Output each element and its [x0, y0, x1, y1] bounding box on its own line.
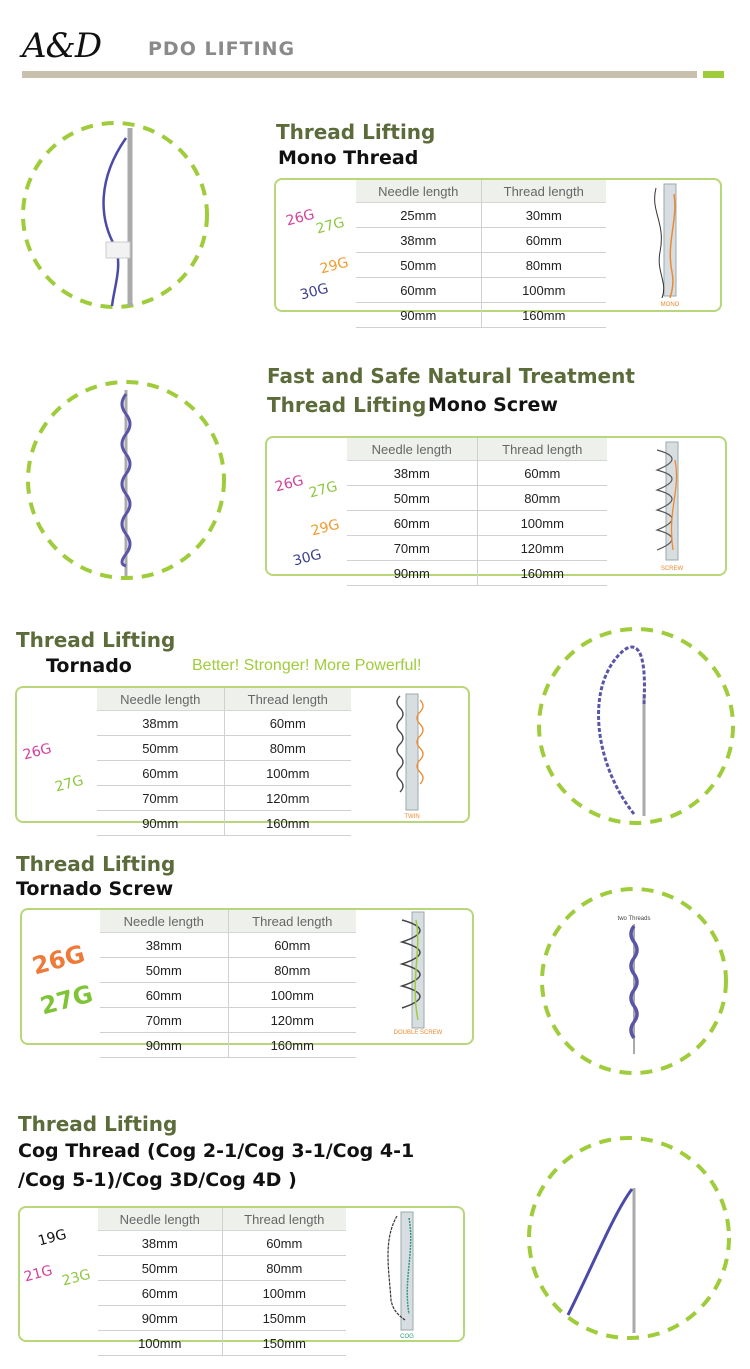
screw-diagram — [647, 440, 697, 574]
section1-subtitle: Mono Thread — [278, 147, 419, 169]
thread-header: Thread length — [481, 180, 606, 203]
table-row: 38mm 60mm — [347, 461, 607, 486]
section4-subtitle: Tornado Screw — [16, 878, 174, 900]
gauge-23g: 23G — [60, 1266, 93, 1290]
table-row: 60mm 100mm — [97, 761, 351, 786]
table-row: 60mm 100mm — [100, 983, 356, 1008]
needle-header: Needle length — [97, 688, 224, 711]
header-accent-bar — [703, 71, 724, 78]
tornado-photo — [534, 624, 738, 828]
table-row: 25mm 30mm — [356, 203, 606, 228]
table-row: 100mm 150mm — [98, 1331, 346, 1356]
table-row: 50mm 80mm — [100, 958, 356, 983]
gauge-30g: 30G — [298, 280, 331, 304]
section5-table-card — [18, 1206, 465, 1351]
gauge-19g: 19G — [36, 1226, 69, 1250]
section3-tagline: Better! Stronger! More Powerful! — [192, 657, 422, 674]
mono-diagram — [646, 182, 694, 310]
section2-subtitle-prefix: Thread Lifting — [267, 393, 427, 417]
table-row: 60mm 100mm — [356, 278, 606, 303]
gauge-27g: 27G — [37, 979, 96, 1021]
cog-thread-photo — [524, 1133, 734, 1343]
table-row: 90mm 150mm — [98, 1306, 346, 1331]
section5-subtitle: Cog Thread (Cog 2-1/Cog 3-1/Cog 4-1 — [18, 1140, 415, 1162]
needle-header: Needle length — [356, 180, 481, 203]
needle-header: Needle length — [347, 438, 477, 461]
section5-title: Thread Lifting — [18, 1112, 178, 1136]
table-row: 70mm 120mm — [97, 786, 351, 811]
gauge-26g: 26G — [29, 939, 88, 981]
section5-table — [98, 1208, 346, 1356]
svg-text:TWIN: TWIN — [404, 814, 420, 820]
gauge-27g: 27G — [314, 214, 347, 238]
table-row: 38mm 60mm — [98, 1231, 346, 1256]
thread-header: Thread length — [222, 1208, 346, 1231]
section4-table-card — [20, 908, 474, 1053]
table-row: 90mm 160mm — [356, 303, 606, 328]
table-row: 50mm 80mm — [356, 253, 606, 278]
section3-title: Thread Lifting — [16, 628, 176, 652]
mono-thread-photo — [18, 118, 213, 313]
section2-title: Fast and Safe Natural Treatment — [267, 364, 635, 388]
gauge-27g: 27G — [53, 772, 86, 796]
table-row: 38mm 60mm — [97, 711, 351, 736]
gauge-21g: 21G — [22, 1262, 55, 1286]
brand-name: PDO LIFTING — [148, 38, 296, 60]
section5-subtitle-line2: /Cog 5-1)/Cog 3D/Cog 4D ) — [18, 1169, 297, 1191]
section4-table — [100, 910, 356, 1058]
table-row: 50mm 80mm — [347, 486, 607, 511]
thread-header: Thread length — [477, 438, 607, 461]
header-divider — [22, 71, 697, 78]
section2-table-card — [265, 436, 727, 581]
section3-table — [97, 688, 351, 836]
section1-title: Thread Lifting — [276, 120, 436, 144]
svg-text:COG: COG — [400, 1334, 414, 1340]
section3-table-card — [15, 686, 470, 831]
table-row: 38mm 60mm — [356, 228, 606, 253]
section3-subtitle: Tornado — [46, 655, 132, 677]
table-row: 90mm 160mm — [347, 561, 607, 586]
section1-table-card — [274, 178, 722, 323]
svg-text:DOUBLE SCREW: DOUBLE SCREW — [393, 1030, 443, 1036]
svg-text:SCREW: SCREW — [660, 566, 684, 572]
table-row: 70mm 120mm — [100, 1008, 356, 1033]
table-row: 50mm 80mm — [97, 736, 351, 761]
gauge-30g: 30G — [291, 546, 324, 570]
tornado-screw-photo — [537, 884, 731, 1078]
svg-text:MONO: MONO — [660, 302, 680, 308]
thread-header: Thread length — [224, 688, 351, 711]
twin-diagram — [382, 690, 442, 820]
section2-subtitle: Mono Screw — [428, 394, 558, 416]
gauge-29g: 29G — [318, 254, 351, 278]
mono-screw-photo — [22, 376, 230, 584]
table-row: 50mm 80mm — [98, 1256, 346, 1281]
cog-diagram — [375, 1210, 435, 1342]
table-row: 60mm 100mm — [98, 1281, 346, 1306]
thread-header: Thread length — [228, 910, 356, 933]
table-row: 90mm 160mm — [97, 811, 351, 836]
gauge-26g: 26G — [284, 206, 317, 230]
gauge-27g: 27G — [307, 478, 340, 502]
needle-header: Needle length — [98, 1208, 222, 1231]
table-row: 60mm 100mm — [347, 511, 607, 536]
gauge-26g: 26G — [273, 472, 306, 496]
needle-header: Needle length — [100, 910, 228, 933]
section1-table — [356, 180, 606, 328]
section4-title: Thread Lifting — [16, 852, 176, 876]
brand-logo-script: A&D — [22, 26, 102, 66]
table-row: 70mm 120mm — [347, 536, 607, 561]
table-row: 90mm 160mm — [100, 1033, 356, 1058]
table-row: 38mm 60mm — [100, 933, 356, 958]
svg-text:two Threads: two Threads — [617, 916, 651, 922]
gauge-29g: 29G — [309, 516, 342, 540]
double-screw-diagram — [388, 910, 448, 1044]
gauge-26g: 26G — [21, 740, 54, 764]
section2-table — [347, 438, 607, 586]
